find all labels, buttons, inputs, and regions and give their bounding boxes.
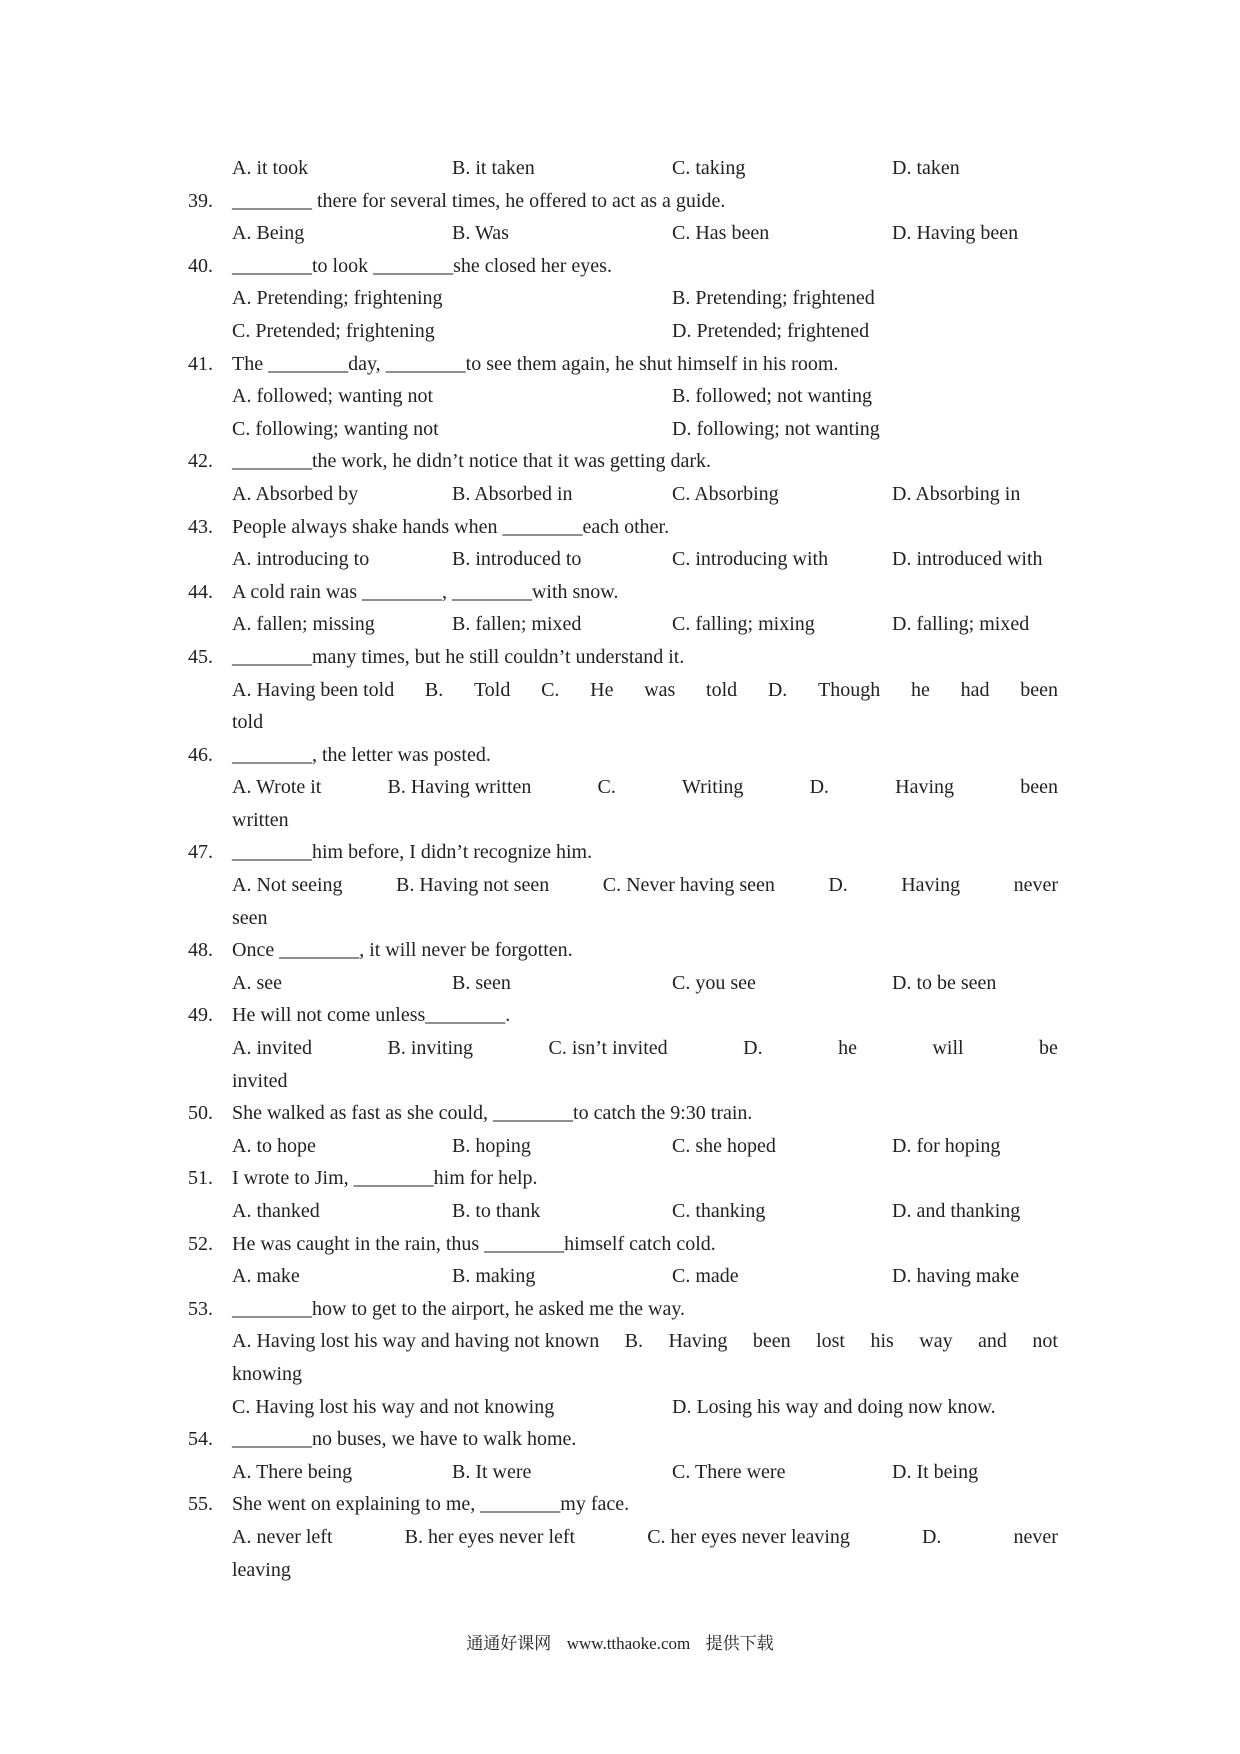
answer-option: B. seen	[452, 971, 511, 994]
answer-option: A. see	[232, 971, 282, 994]
option-word: D.	[809, 776, 830, 799]
justified-options	[232, 1521, 1058, 1554]
answer-option: C. made	[672, 1265, 739, 1288]
option-word: Having	[668, 1330, 728, 1353]
answer-option: A. Pretending; frightening	[232, 287, 443, 310]
answer-option: C. Absorbing	[672, 482, 779, 505]
question-stem: ________him before, I didn’t recognize him.	[232, 841, 593, 864]
answer-option: B. introduced to	[452, 548, 582, 571]
option-continuation: told	[232, 711, 264, 734]
option-word: A. Not seeing	[232, 874, 343, 897]
option-line	[0, 217, 1240, 250]
answer-option: D. Having been	[892, 222, 1019, 245]
option-line	[0, 804, 1240, 837]
answer-option: C. following; wanting not	[232, 417, 439, 440]
question-stem: ________many times, but he still couldn’t understand it.	[232, 645, 685, 668]
option-word: He	[590, 678, 614, 701]
answer-option: C. thanking	[672, 1200, 766, 1222]
question-line	[0, 1097, 1240, 1130]
question-stem: ________, the letter was posted.	[232, 743, 491, 766]
answer-option: A. it took	[232, 157, 309, 179]
option-line	[0, 543, 1240, 576]
option-line	[0, 413, 1240, 446]
option-line	[0, 706, 1240, 739]
question-number: 44.	[188, 580, 213, 603]
answer-option: A. to hope	[232, 1134, 316, 1157]
option-word: he	[910, 678, 930, 701]
question-line	[0, 445, 1240, 478]
answer-option: A. Absorbed by	[232, 482, 359, 505]
option-word: A. Having lost his way and having not known	[232, 1330, 600, 1353]
option-word: Having	[895, 776, 955, 799]
question-stem: People always shake hands when ________each other.	[232, 515, 670, 538]
question-stem: Once ________, it will never be forgotten.	[232, 939, 573, 962]
question-line	[0, 250, 1240, 283]
option-continuation: leaving	[232, 1558, 291, 1581]
footer-download-note: 提供下载	[705, 1634, 774, 1654]
answer-option: B. to thank	[452, 1200, 541, 1222]
question-line	[0, 999, 1240, 1032]
question-line	[0, 934, 1240, 967]
question-stem: The ________day, ________to see them again, he shut himself in his room.	[232, 352, 839, 375]
answer-option: D. taken	[892, 157, 960, 179]
question-number: 50.	[188, 1102, 213, 1125]
answer-option: C. you see	[672, 971, 756, 994]
question-line	[0, 185, 1240, 218]
option-word: and	[978, 1330, 1007, 1353]
option-line	[0, 1260, 1240, 1293]
option-line	[0, 902, 1240, 935]
question-number: 45.	[188, 645, 213, 668]
option-word: C.	[541, 678, 560, 701]
option-line	[0, 1032, 1240, 1065]
option-word: C.	[597, 776, 616, 799]
answer-option: C. Having lost his way and not knowing	[232, 1395, 555, 1418]
option-word: never	[1013, 1525, 1058, 1548]
answer-option: C. she hoped	[672, 1134, 776, 1157]
justified-options	[232, 869, 1058, 902]
answer-option: D. to be seen	[892, 971, 997, 994]
option-word: be	[1039, 1037, 1058, 1060]
option-word: lost	[816, 1330, 845, 1353]
answer-option: B. hoping	[452, 1134, 531, 1157]
option-line	[0, 1065, 1240, 1098]
answer-option: D. and thanking	[892, 1200, 1021, 1222]
question-line	[0, 739, 1240, 772]
question-line	[0, 511, 1240, 544]
justified-options	[232, 1032, 1058, 1065]
answer-option: A. introducing to	[232, 548, 370, 571]
option-word: A. never left	[232, 1525, 333, 1548]
option-word: his	[870, 1330, 894, 1353]
option-word: never	[1013, 874, 1058, 897]
option-line	[0, 1554, 1240, 1587]
answer-option: C. Pretended; frightening	[232, 319, 435, 342]
page-footer	[0, 1632, 1240, 1656]
answer-option: A. thanked	[232, 1200, 320, 1222]
option-word: D.	[828, 874, 848, 897]
justified-options	[232, 1325, 1058, 1358]
option-line	[0, 1325, 1240, 1358]
option-line	[0, 674, 1240, 707]
question-stem: I wrote to Jim, ________him for help.	[232, 1167, 538, 1190]
option-word: was	[644, 678, 676, 701]
option-word: will	[932, 1037, 964, 1060]
option-word: not	[1032, 1330, 1058, 1353]
option-word: been	[1020, 776, 1058, 799]
option-word: C. Never having seen	[602, 874, 775, 897]
question-number: 53.	[188, 1297, 213, 1320]
answer-option: D. introduced with	[892, 548, 1043, 571]
option-line	[0, 967, 1240, 1000]
option-line	[0, 315, 1240, 348]
question-line	[0, 1423, 1240, 1456]
question-stem: He was caught in the rain, thus ________himself catch cold.	[232, 1232, 716, 1255]
option-word: C. isn’t invited	[548, 1037, 668, 1060]
question-stem: ________how to get to the airport, he asked me the way.	[232, 1297, 686, 1320]
answer-option: D. following; not wanting	[672, 417, 880, 440]
question-stem: ________the work, he didn’t notice that it was getting dark.	[232, 450, 711, 473]
answer-option: B. Pretending; frightened	[672, 287, 875, 310]
answer-option: D. Absorbing in	[892, 482, 1021, 505]
option-word: C. her eyes never leaving	[647, 1525, 850, 1548]
justified-options	[232, 771, 1058, 804]
option-word: told	[706, 678, 738, 701]
question-number: 54.	[188, 1428, 213, 1451]
answer-option: D. It being	[892, 1460, 979, 1483]
option-word: Though	[818, 678, 881, 701]
option-word: he	[838, 1037, 857, 1060]
question-line	[0, 836, 1240, 869]
question-stem: ________no buses, we have to walk home.	[232, 1428, 577, 1451]
option-word: D.	[743, 1037, 763, 1060]
question-stem: A cold rain was ________, ________with snow.	[232, 580, 619, 603]
exercise-page	[0, 152, 1240, 1586]
question-number: 51.	[188, 1167, 213, 1190]
question-line	[0, 576, 1240, 609]
option-word: been	[752, 1330, 791, 1353]
question-number: 42.	[188, 450, 213, 473]
answer-option: B. it taken	[452, 157, 535, 179]
option-word: Writing	[682, 776, 744, 799]
answer-option: A. There being	[232, 1460, 353, 1483]
answer-option: B. fallen; mixed	[452, 613, 582, 636]
option-line	[0, 478, 1240, 511]
question-number: 46.	[188, 743, 213, 766]
option-continuation: invited	[232, 1069, 288, 1092]
answer-option: C. falling; mixing	[672, 613, 815, 636]
answer-option: D. falling; mixed	[892, 613, 1030, 636]
question-stem: ________to look ________she closed her eyes.	[232, 254, 612, 277]
option-line	[0, 152, 1240, 185]
option-word: A. Wrote it	[232, 776, 322, 799]
option-line	[0, 1456, 1240, 1489]
question-line	[0, 641, 1240, 674]
answer-option: C. Has been	[672, 222, 770, 245]
option-word: B. Having written	[387, 776, 532, 799]
justified-options	[232, 674, 1058, 707]
option-word: B. her eyes never left	[404, 1525, 576, 1548]
option-line	[0, 1358, 1240, 1391]
answer-option: D. having make	[892, 1265, 1020, 1288]
question-line	[0, 1228, 1240, 1261]
answer-option: C. There were	[672, 1460, 786, 1483]
footer-site-name: 通通好课网	[466, 1634, 552, 1654]
option-word: way	[919, 1330, 953, 1353]
question-line	[0, 1162, 1240, 1195]
answer-option: B. making	[452, 1265, 536, 1288]
answer-option: A. fallen; missing	[232, 613, 375, 636]
option-word: D.	[921, 1525, 942, 1548]
option-word: B.	[424, 678, 444, 701]
option-line	[0, 1130, 1240, 1163]
option-line	[0, 1391, 1240, 1424]
option-continuation: seen	[232, 906, 268, 929]
question-line	[0, 1488, 1240, 1521]
question-number: 39.	[188, 189, 213, 212]
option-word: A. invited	[232, 1037, 312, 1060]
option-line	[0, 380, 1240, 413]
answer-option: A. Being	[232, 222, 305, 245]
option-continuation: written	[232, 808, 289, 831]
answer-option: D. Pretended; frightened	[672, 319, 870, 342]
question-line	[0, 348, 1240, 381]
option-word: B. Having not seen	[395, 874, 550, 897]
question-number: 52.	[188, 1232, 213, 1255]
option-word: A. Having been told	[232, 678, 395, 701]
question-number: 41.	[188, 352, 213, 375]
option-continuation: knowing	[232, 1362, 302, 1385]
option-word: been	[1020, 678, 1058, 701]
answer-option: D. for hoping	[892, 1134, 1001, 1157]
option-line	[0, 771, 1240, 804]
question-number: 49.	[188, 1004, 213, 1027]
question-stem: She walked as fast as she could, ________to catch the 9:30 train.	[232, 1102, 753, 1125]
answer-option: C. taking	[672, 157, 746, 179]
answer-option: B. Absorbed in	[452, 482, 573, 505]
question-stem: ________ there for several times, he offered to act as a guide.	[232, 189, 726, 212]
question-stem: She went on explaining to me, ________my face.	[232, 1493, 630, 1516]
option-word: Told	[473, 678, 511, 701]
option-word: had	[960, 678, 990, 701]
option-line	[0, 1521, 1240, 1554]
answer-option: D. Losing his way and doing now know.	[672, 1395, 996, 1418]
question-number: 47.	[188, 841, 213, 864]
question-number: 43.	[188, 515, 213, 538]
option-word: Having	[901, 874, 961, 897]
question-line	[0, 1293, 1240, 1326]
footer-url: www.tthaoke.com	[566, 1634, 691, 1653]
question-number: 48.	[188, 939, 213, 962]
option-line	[0, 1195, 1240, 1228]
option-word: B. inviting	[387, 1037, 474, 1060]
answer-option: B. followed; not wanting	[672, 385, 872, 408]
option-line	[0, 282, 1240, 315]
option-word: B.	[624, 1330, 643, 1353]
option-word: D.	[767, 678, 788, 701]
question-number: 40.	[188, 254, 213, 277]
answer-option: B. Was	[452, 222, 509, 245]
answer-option: A. make	[232, 1265, 300, 1288]
answer-option: C. introducing with	[672, 548, 829, 571]
answer-option: A. followed; wanting not	[232, 385, 434, 408]
option-line	[0, 608, 1240, 641]
question-stem: He will not come unless________.	[232, 1004, 511, 1027]
option-line	[0, 869, 1240, 902]
answer-option: B. It were	[452, 1460, 532, 1483]
question-number: 55.	[188, 1493, 213, 1516]
